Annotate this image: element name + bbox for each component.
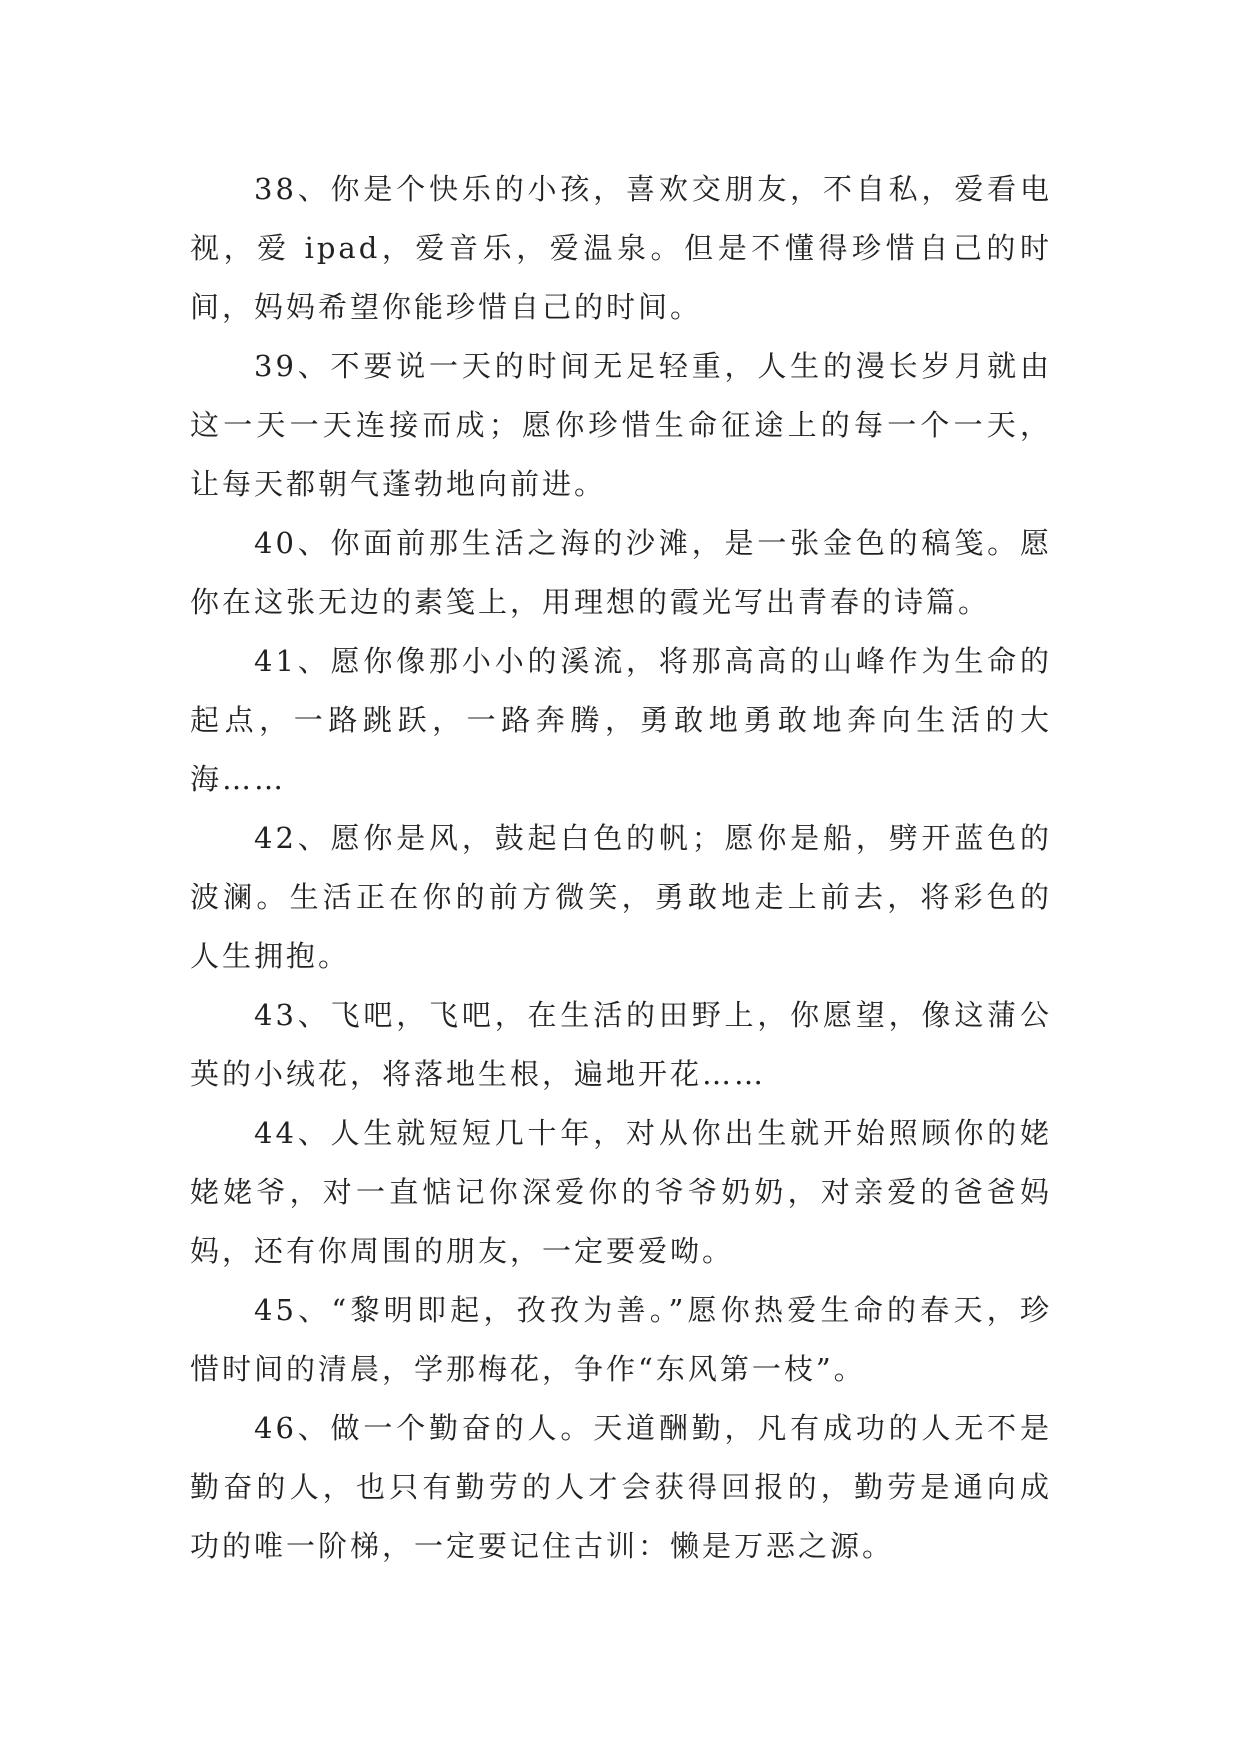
paragraph-38: 38、你是个快乐的小孩，喜欢交朋友，不自私，爱看电视，爱 ipad，爱音乐，爱温泉。但是不懂得珍惜自己的时间，妈妈希望你能珍惜自己的时间。 xyxy=(190,172,1052,324)
document-body xyxy=(190,160,1052,1576)
paragraph-43: 43、飞吧，飞吧，在生活的田野上，你愿望，像这蒲公英的小绒花，将落地生根，遍地开花…… xyxy=(190,998,1052,1091)
paragraph-41: 41、愿你像那小小的溪流，将那高高的山峰作为生命的起点，一路跳跃，一路奔腾，勇敢地勇敢地奔向生活的大海…… xyxy=(190,644,1052,796)
paragraph-40: 40、你面前那生活之海的沙滩，是一张金色的稿笺。愿你在这张无边的素笺上，用理想的霞光写出青春的诗篇。 xyxy=(190,526,1052,619)
paragraph-46: 46、做一个勤奋的人。天道酬勤，凡有成功的人无不是勤奋的人，也只有勤劳的人才会获得回报的，勤劳是通向成功的唯一阶梯，一定要记住古训：懒是万恶之源。 xyxy=(190,1411,1052,1563)
paragraph-42: 42、愿你是风，鼓起白色的帆；愿你是船，劈开蓝色的波澜。生活正在你的前方微笑，勇敢地走上前去，将彩色的人生拥抱。 xyxy=(190,821,1052,973)
paragraph-45: 45、“黎明即起，孜孜为善。”愿你热爱生命的春天，珍惜时间的清晨，学那梅花，争作“东风第一枝”。 xyxy=(190,1293,1052,1386)
paragraph-44: 44、人生就短短几十年，对从你出生就开始照顾你的姥姥姥爷，对一直惦记你深爱你的爷爷奶奶，对亲爱的爸爸妈妈，还有你周围的朋友，一定要爱呦。 xyxy=(190,1116,1052,1268)
paragraph-39: 39、不要说一天的时间无足轻重，人生的漫长岁月就由这一天一天连接而成；愿你珍惜生命征途上的每一个一天，让每天都朝气蓬勃地向前进。 xyxy=(190,349,1052,501)
